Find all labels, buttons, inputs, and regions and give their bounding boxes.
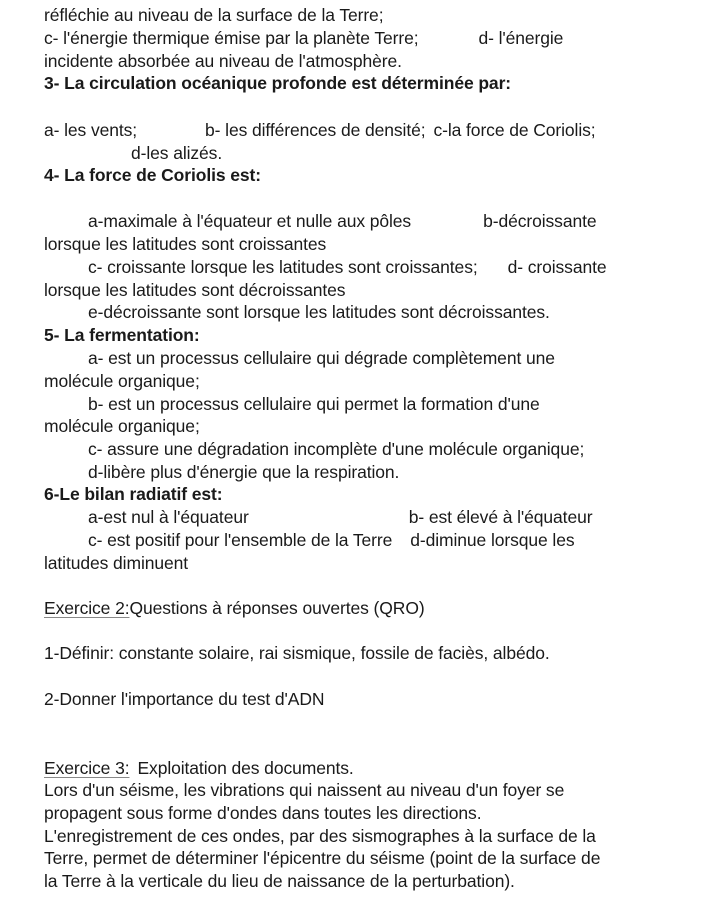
q4-option-d: d- croissante [507, 257, 607, 277]
q5-option-d: d-libère plus d'énergie que la respiration. [88, 462, 400, 482]
q5-option-b: b- est un processus cellulaire qui permet la formation d'une [88, 394, 540, 414]
q2-text-line: réfléchie au niveau de la surface de la Terre; [44, 5, 384, 25]
q4-option-c: c- croissante lorsque les latitudes sont croissantes; [88, 257, 478, 277]
q4-option-b-continuation: lorsque les latitudes sont croissantes [44, 234, 327, 254]
q6-option-c-d [88, 529, 575, 551]
exercise3-paragraph-line: Lors d'un séisme, les vibrations qui naissent au niveau d'un foyer se [44, 780, 565, 800]
q4-option-a-b [88, 210, 596, 232]
q6-option-b: b- est élevé à l'équateur [408, 507, 593, 527]
q5-option-a: a- est un processus cellulaire qui dégrade complètement une [88, 348, 555, 368]
q6-option-c: c- est positif pour l'ensemble de la Terre [88, 530, 393, 550]
exercise3-paragraph-line: propagent sous forme d'ondes dans toutes les directions. [44, 803, 482, 823]
exercise3-label: Exercice 3: [44, 758, 130, 778]
q5-option-a-continuation: molécule organique; [44, 371, 200, 391]
q6-option-a: a-est nul à l'équateur [88, 507, 249, 527]
q3-option-c: c-la force de Coriolis; [433, 120, 596, 140]
q3-option-d: d-les alizés. [131, 143, 223, 163]
exercise2-title: Questions à réponses ouvertes (QRO) [129, 598, 425, 618]
q5-option-b-continuation: molécule organique; [44, 416, 200, 436]
q4-option-b: b-décroissante [483, 211, 597, 231]
q4-option-e: e-décroissante sont lorsque les latitudes sont décroissantes. [88, 302, 550, 322]
q6-option-d-continuation: latitudes diminuent [44, 553, 189, 573]
q6-option-a-b [88, 506, 592, 528]
exercise3-heading [44, 757, 354, 779]
q4-option-c-d [88, 256, 607, 278]
q4-option-d-continuation: lorsque les latitudes sont décroissantes [44, 280, 346, 300]
exercise2-question-2: 2-Donner l'importance du test d'ADN [44, 689, 325, 709]
q4-title: 4- La force de Coriolis est: [44, 165, 261, 185]
q2-option-d-continuation: incidente absorbée au niveau de l'atmosphère. [44, 51, 402, 71]
exercise3-title: Exploitation des documents. [137, 758, 354, 778]
q5-option-c: c- assure une dégradation incomplète d'une molécule organique; [88, 439, 585, 459]
q3-title: 3- La circulation océanique profonde est déterminée par: [44, 73, 512, 93]
exercise2-heading [44, 597, 425, 619]
q4-option-a: a-maximale à l'équateur et nulle aux pôles [88, 211, 412, 231]
exercise2-label: Exercice 2: [44, 598, 130, 618]
q6-title: 6-Le bilan radiatif est: [44, 484, 223, 504]
exercise3-paragraph-line: Terre, permet de déterminer l'épicentre du séisme (point de la surface de [44, 848, 601, 868]
q5-title: 5- La fermentation: [44, 325, 200, 345]
q2-option-d-text: d- l'énergie [478, 28, 564, 48]
q3-option-a: a- les vents; [44, 120, 138, 140]
q3-option-b: b- les différences de densité; [205, 120, 426, 140]
q6-option-d: d-diminue lorsque les [410, 530, 575, 550]
q3-options [44, 119, 596, 141]
q2-option-c-text: c- l'énergie thermique émise par la planète Terre; [44, 28, 419, 48]
exercise3-paragraph-line: L'enregistrement de ces ondes, par des sismographes à la surface de la [44, 826, 596, 846]
exercise3-paragraph-line: la Terre à la verticale du lieu de naissance de la perturbation). [44, 871, 515, 891]
exercise2-question-1: 1-Définir: constante solaire, rai sismique, fossile de faciès, albédo. [44, 643, 550, 663]
q2-option-c [44, 27, 563, 49]
